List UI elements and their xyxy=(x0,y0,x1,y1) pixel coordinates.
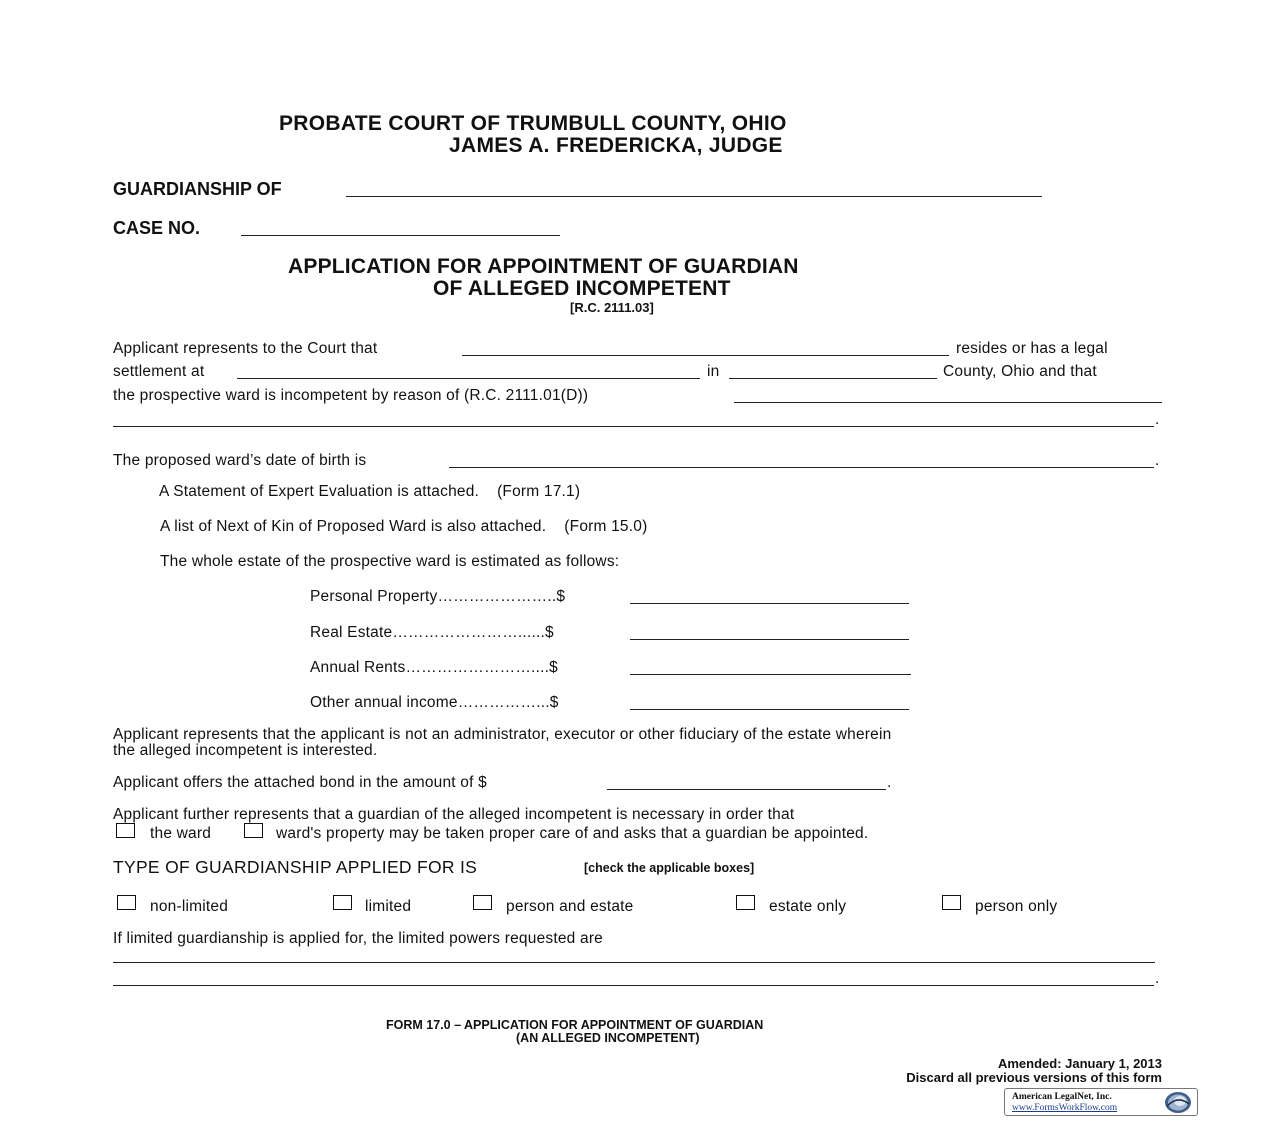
necessity-text: Applicant further represents that a guardian of the alleged incompetent is necessary in order that xyxy=(113,806,795,823)
county-field[interactable] xyxy=(729,378,937,379)
limited-powers-field-1[interactable] xyxy=(113,962,1155,963)
person-and-estate-checkbox[interactable] xyxy=(473,895,492,910)
estate-intro: The whole estate of the prospective ward is estimated as follows: xyxy=(160,553,620,570)
other-income-label: Other annual income……………...$ xyxy=(310,694,559,711)
limited-powers-label: If limited guardianship is applied for, the limited powers requested are xyxy=(113,930,603,947)
globe-icon xyxy=(1163,1091,1193,1114)
fiduciary-line2: the alleged incompetent is interested. xyxy=(113,742,378,759)
personal-property-label: Personal Property…………………..$ xyxy=(310,588,566,605)
form-number-line1: FORM 17.0 – APPLICATION FOR APPOINTMENT OF GUARDIAN xyxy=(386,1018,764,1032)
dob-period: . xyxy=(1155,452,1160,469)
dob-label: The proposed ward’s date of birth is xyxy=(113,452,367,469)
estate-only-checkbox[interactable] xyxy=(736,895,755,910)
discard-notice: Discard all previous versions of this form xyxy=(906,1070,1162,1085)
in-label: in xyxy=(707,363,720,380)
annual-rents-field[interactable] xyxy=(630,674,911,675)
ward-option-label: the ward xyxy=(150,825,212,842)
dob-field[interactable] xyxy=(449,467,1154,468)
person-and-estate-label: person and estate xyxy=(506,898,634,915)
county-text: County, Ohio and that xyxy=(943,363,1097,380)
expert-evaluation-note: A Statement of Expert Evaluation is attached. (Form 17.1) xyxy=(159,483,581,500)
incompetent-reason-label: the prospective ward is incompetent by reason of (R.C. 2111.01(D)) xyxy=(113,387,589,404)
court-title: PROBATE COURT OF TRUMBULL COUNTY, OHIO xyxy=(279,112,787,135)
real-estate-field[interactable] xyxy=(630,639,909,640)
limited-powers-field-2[interactable] xyxy=(113,985,1154,986)
bond-period: . xyxy=(887,774,892,791)
non-limited-label: non-limited xyxy=(150,898,229,915)
non-limited-checkbox[interactable] xyxy=(117,895,136,910)
vendor-url-link[interactable]: www.FormsWorkFlow.com xyxy=(1012,1103,1118,1113)
limited-checkbox[interactable] xyxy=(333,895,352,910)
bond-label: Applicant offers the attached bond in the amount of $ xyxy=(113,774,487,791)
form-number-line2: (AN ALLEGED INCOMPETENT) xyxy=(516,1031,700,1045)
settlement-label: settlement at xyxy=(113,363,205,380)
guardianship-label: GUARDIANSHIP OF xyxy=(113,179,282,199)
estate-only-label: estate only xyxy=(769,898,847,915)
settlement-address-field[interactable] xyxy=(237,378,700,379)
amended-date: Amended: January 1, 2013 xyxy=(997,1056,1162,1071)
personal-property-field[interactable] xyxy=(630,603,909,604)
incompetent-reason-field-2[interactable] xyxy=(113,426,1154,427)
real-estate-label: Real Estate……………………......$ xyxy=(310,624,554,641)
annual-rents-label: Annual Rents……………………....$ xyxy=(310,659,558,676)
bond-amount-field[interactable] xyxy=(607,789,886,790)
ward-property-option-label: ward's property may be taken proper care of and asks that a guardian be appointed. xyxy=(276,825,869,842)
vendor-logo[interactable] xyxy=(1004,1088,1198,1116)
resides-text: resides or has a legal xyxy=(956,340,1108,357)
form-title-line1: APPLICATION FOR APPOINTMENT OF GUARDIAN xyxy=(288,255,799,278)
vendor-company-name: American LegalNet, Inc. xyxy=(1012,1092,1112,1102)
next-of-kin-note: A list of Next of Kin of Proposed Ward is also attached. (Form 15.0) xyxy=(160,518,648,535)
person-only-label: person only xyxy=(975,898,1058,915)
case-no-field[interactable] xyxy=(241,235,560,236)
applicant-intro: Applicant represents to the Court that xyxy=(113,340,378,357)
person-only-checkbox[interactable] xyxy=(942,895,961,910)
guardianship-type-heading: TYPE OF GUARDIANSHIP APPLIED FOR IS xyxy=(113,857,478,877)
judge-name: JAMES A. FREDERICKA, JUDGE xyxy=(449,134,783,157)
limited-powers-period: . xyxy=(1155,970,1160,987)
reason-period: . xyxy=(1155,411,1160,428)
ward-checkbox[interactable] xyxy=(116,823,135,838)
fiduciary-line1: Applicant represents that the applicant is not an administrator, executor or other fiduciary of the estate wherein xyxy=(113,726,892,743)
case-no-label: CASE NO. xyxy=(113,218,201,238)
statute-ref: [R.C. 2111.03] xyxy=(570,300,654,315)
form-title-line2: OF ALLEGED INCOMPETENT xyxy=(433,277,731,300)
incompetent-reason-field[interactable] xyxy=(734,402,1162,403)
guardianship-field[interactable] xyxy=(346,196,1042,197)
other-income-field[interactable] xyxy=(630,709,909,710)
guardianship-type-hint: [check the applicable boxes] xyxy=(584,861,755,875)
prospective-ward-name-field[interactable] xyxy=(462,355,949,356)
ward-property-checkbox[interactable] xyxy=(244,823,263,838)
limited-label: limited xyxy=(365,898,412,915)
